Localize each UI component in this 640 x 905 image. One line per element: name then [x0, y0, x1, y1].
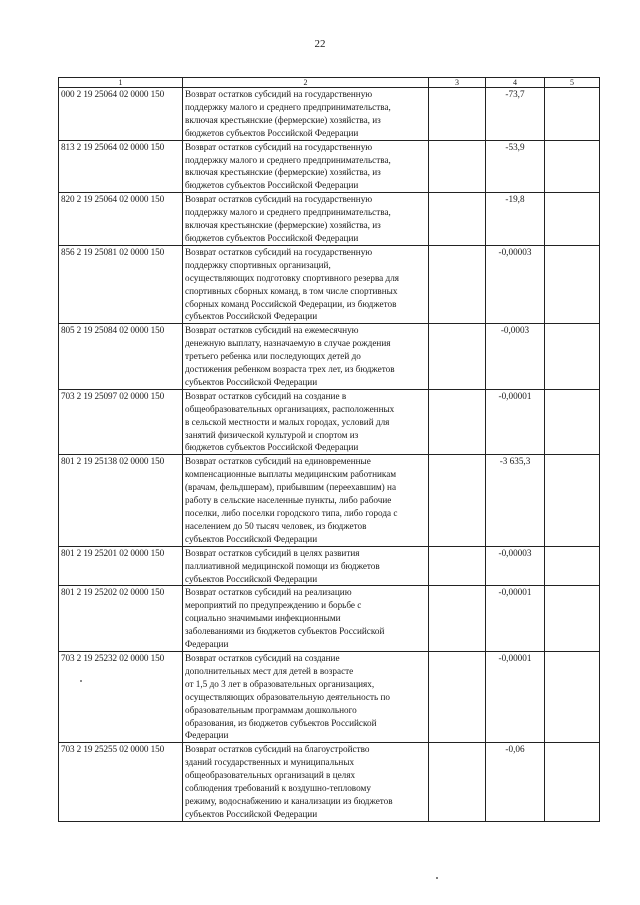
- description-line: компенсационные выплаты медицинским работникам: [185, 469, 397, 480]
- description-cell: [183, 651, 429, 742]
- column-header-4: 4: [486, 78, 545, 88]
- description-line: паллиативной медицинской помощи из бюджетов: [185, 560, 380, 571]
- description-cell: [183, 455, 429, 546]
- amount-cell: -0,00001: [486, 651, 545, 742]
- table-row: [59, 88, 600, 141]
- column-5-cell: [545, 140, 600, 193]
- budget-table: [58, 77, 600, 822]
- description-line: субъектов Российской Федерации: [185, 376, 318, 387]
- column-3-cell: [429, 88, 486, 141]
- description-cell: [183, 140, 429, 193]
- amount-cell: -19,8: [486, 193, 545, 246]
- description-line: бюджетов субъектов Российской Федерации: [185, 127, 359, 138]
- description-line: бюджетов субъектов Российской Федерации: [185, 180, 359, 191]
- description-line: соблюдения требований к воздушно-тепловому: [185, 783, 371, 794]
- budget-code-cell: 000 2 19 25064 02 0000 150: [59, 88, 183, 141]
- description-line: включая крестьянские (фермерские) хозяйства, из: [185, 220, 381, 231]
- budget-code-cell: 813 2 19 25064 02 0000 150: [59, 140, 183, 193]
- description-line: мероприятий по предупреждению и борьбе с: [185, 600, 362, 611]
- budget-code-cell: 820 2 19 25064 02 0000 150: [59, 193, 183, 246]
- column-3-cell: [429, 193, 486, 246]
- column-5-cell: [545, 193, 600, 246]
- column-5-cell: [545, 389, 600, 455]
- description-line: Федерации: [185, 730, 229, 741]
- description-cell: [183, 245, 429, 323]
- column-header-5: 5: [545, 78, 600, 88]
- budget-code-cell: 801 2 19 25202 02 0000 150: [59, 586, 183, 652]
- description-line: от 1,5 до 3 лет в образовательных организациях,: [185, 678, 375, 689]
- column-header-2: 2: [183, 78, 429, 88]
- description-line: Возврат остатков субсидий на создание: [185, 652, 340, 663]
- table-row: [59, 546, 600, 586]
- description-line: Возврат остатков субсидий на реализацию: [185, 587, 352, 598]
- description-cell: [183, 586, 429, 652]
- description-line: дополнительных мест для детей в возрасте: [185, 665, 354, 676]
- description-cell: [183, 546, 429, 586]
- description-line: (врачам, фельдшерам), прибывшим (переехавшим) на: [185, 482, 397, 493]
- description-line: образования, из бюджетов субъектов Российской: [185, 717, 377, 728]
- column-3-cell: [429, 140, 486, 193]
- budget-code-cell: 805 2 19 25084 02 0000 150: [59, 324, 183, 390]
- column-5-cell: [545, 245, 600, 323]
- description-line: Возврат остатков субсидий на ежемесячную: [185, 325, 359, 336]
- description-line: спортивных сборных команд, в том числе спортивных: [185, 285, 398, 296]
- description-line: режиму, водоснабжению и канализации из бюджетов: [185, 795, 393, 806]
- budget-code-cell: 703 2 19 25255 02 0000 150: [59, 743, 183, 821]
- description-cell: [183, 389, 429, 455]
- column-header-3: 3: [429, 78, 486, 88]
- description-line: субъектов Российской Федерации: [185, 533, 318, 544]
- amount-cell: -73,7: [486, 88, 545, 141]
- amount-cell: -0,00003: [486, 245, 545, 323]
- description-line: Возврат остатков субсидий на благоустройство: [185, 744, 370, 755]
- table-row: [59, 324, 600, 390]
- description-line: общеобразовательных организаций в целях: [185, 770, 356, 781]
- table-row: [59, 389, 600, 455]
- amount-cell: -0,06: [486, 743, 545, 821]
- description-line: образовательным программам дошкольного: [185, 704, 357, 715]
- description-line: поселки, либо поселки городского типа, либо города с: [185, 508, 398, 518]
- description-line: субъектов Российской Федерации: [185, 808, 318, 819]
- description-line: Федерации: [185, 639, 229, 650]
- description-line: субъектов Российской Федерации: [185, 311, 318, 322]
- budget-code-cell: 801 2 19 25138 02 0000 150: [59, 455, 183, 546]
- budget-code-cell: 703 2 19 25232 02 0000 150: [59, 651, 183, 742]
- description-line: осуществляющих подготовку спортивного резерва для: [185, 272, 400, 283]
- description-cell: [183, 88, 429, 141]
- description-line: сборных команд Российской Федерации, из бюджетов: [185, 298, 397, 309]
- column-5-cell: [545, 88, 600, 141]
- description-line: осуществляющих образовательную деятельность по: [185, 691, 391, 702]
- description-line: субъектов Российской Федерации: [185, 573, 318, 584]
- description-line: Возврат остатков субсидий на государственную: [185, 246, 373, 257]
- budget-code-cell: 856 2 19 25081 02 0000 150: [59, 245, 183, 323]
- description-line: достижения ребенком возраста трех лет, из бюджетов: [185, 364, 395, 375]
- column-5-cell: [545, 455, 600, 546]
- description-line: Возврат остатков субсидий на создание в: [185, 390, 347, 401]
- amount-cell: -0,00003: [486, 546, 545, 586]
- description-line: поддержку малого и среднего предпринимательства,: [185, 207, 391, 218]
- description-line: включая крестьянские (фермерские) хозяйства, из: [185, 114, 381, 125]
- table-row: [59, 193, 600, 246]
- description-line: бюджетов субъектов Российской Федерации: [185, 232, 359, 243]
- description-line: социально значимыми инфекционными: [185, 613, 341, 624]
- description-line: Возврат остатков субсидий на единовременные: [185, 456, 371, 467]
- column-3-cell: [429, 245, 486, 323]
- budget-code-cell: 703 2 19 25097 02 0000 150: [59, 389, 183, 455]
- table-body: [59, 88, 600, 822]
- table-row: [59, 743, 600, 821]
- amount-cell: -53,9: [486, 140, 545, 193]
- description-line: в сельской местности и малых городах, условий для: [185, 416, 390, 427]
- column-5-cell: [545, 651, 600, 742]
- description-line: Возврат остатков субсидий на государственную: [185, 89, 373, 99]
- description-cell: [183, 743, 429, 821]
- column-5-cell: [545, 546, 600, 586]
- column-header-1: 1: [59, 78, 183, 88]
- amount-cell: -0,0003: [486, 324, 545, 390]
- page-number: 22: [314, 38, 326, 50]
- table-row: [59, 586, 600, 652]
- column-3-cell: [429, 324, 486, 390]
- description-line: Возврат остатков субсидий в целях развития: [185, 547, 360, 558]
- column-number-row: [59, 78, 600, 88]
- column-3-cell: [429, 455, 486, 546]
- description-line: занятий физической культурой и спортом из: [185, 429, 359, 440]
- table-row: [59, 245, 600, 323]
- column-3-cell: [429, 586, 486, 652]
- table-row: [59, 140, 600, 193]
- table-row: [59, 651, 600, 742]
- column-5-cell: [545, 324, 600, 390]
- description-line: включая крестьянские (фермерские) хозяйства, из: [185, 167, 381, 178]
- description-line: третьего ребенка или последующих детей до: [185, 351, 361, 362]
- description-line: Возврат остатков субсидий на государственную: [185, 141, 373, 152]
- description-line: Возврат остатков субсидий на государственную: [185, 194, 373, 205]
- description-line: поддержку малого и среднего предпринимательства,: [185, 101, 391, 112]
- scan-speck: [436, 877, 438, 879]
- description-line: денежную выплату, назначаемую в случае рождения: [185, 338, 391, 349]
- column-3-cell: [429, 389, 486, 455]
- table-row: [59, 455, 600, 546]
- column-5-cell: [545, 586, 600, 652]
- column-5-cell: [545, 743, 600, 821]
- column-3-cell: [429, 743, 486, 821]
- description-line: поддержку спортивных организаций,: [185, 259, 331, 270]
- description-cell: [183, 193, 429, 246]
- column-3-cell: [429, 546, 486, 586]
- amount-cell: -0,00001: [486, 586, 545, 652]
- amount-cell: -0,00001: [486, 389, 545, 455]
- description-line: зданий государственных и муниципальных: [185, 757, 355, 768]
- amount-cell: -3 635,3: [486, 455, 545, 546]
- scan-speck: [80, 680, 82, 682]
- column-3-cell: [429, 651, 486, 742]
- description-line: общеобразовательных организациях, расположенных: [185, 403, 395, 414]
- budget-code-cell: 801 2 19 25201 02 0000 150: [59, 546, 183, 586]
- description-cell: [183, 324, 429, 390]
- description-line: заболеваниями из бюджетов субъектов Российской: [185, 626, 385, 637]
- description-line: поддержку малого и среднего предпринимательства,: [185, 154, 391, 165]
- description-line: населением до 50 тысяч человек, из бюджетов: [185, 520, 367, 531]
- description-line: бюджетов субъектов Российской Федерации: [185, 442, 359, 453]
- description-line: работу в сельские населенные пункты, либо рабочие: [185, 495, 392, 506]
